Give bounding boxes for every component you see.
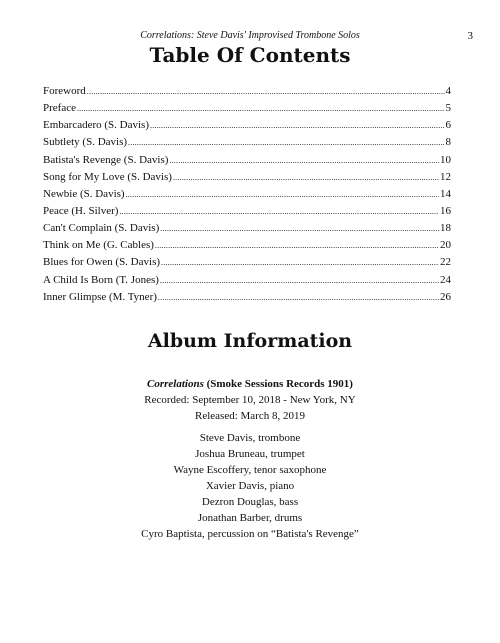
album-name: Correlations xyxy=(147,378,204,390)
page-number: 3 xyxy=(467,30,473,42)
toc-entry-title: Newbie (S. Davis) xyxy=(43,187,125,200)
toc-entry-title: A Child Is Born (T. Jones) xyxy=(43,273,159,286)
dot-leader xyxy=(160,276,439,285)
album-title-line xyxy=(0,376,500,392)
toc-entry-page: 10 xyxy=(440,153,451,166)
toc-entry-title: Embarcadero (S. Davis) xyxy=(43,119,149,132)
dot-leader xyxy=(169,156,439,165)
dot-leader xyxy=(128,138,444,147)
toc-entry-title: Preface xyxy=(43,102,76,115)
running-head: Correlations: Steve Davis' Improvised Trombone Solos xyxy=(140,30,360,41)
toc-entry[interactable] xyxy=(43,256,451,273)
toc-entry-title: Foreword xyxy=(43,85,86,97)
personnel-item: Joshua Bruneau, trumpet xyxy=(195,448,305,460)
toc-entry-page: 18 xyxy=(440,222,451,235)
toc-entry[interactable] xyxy=(43,154,451,171)
toc-entry-title: Subtlety (S. Davis) xyxy=(43,136,128,149)
toc-entry-page: 8 xyxy=(445,136,451,149)
toc-entry-page: 26 xyxy=(440,290,451,303)
toc-entry[interactable] xyxy=(43,205,451,222)
dot-leader xyxy=(150,121,445,130)
toc-list xyxy=(43,85,451,308)
toc-title: Table Of Contents xyxy=(149,43,351,67)
toc-entry[interactable] xyxy=(43,119,451,136)
dot-leader xyxy=(126,190,439,199)
released-line: Released: March 8, 2019 xyxy=(195,410,305,422)
recorded-line: Recorded: September 10, 2018 - New York, NY xyxy=(144,394,356,406)
toc-entry-title: Peace (H. Silver) xyxy=(43,204,119,217)
dot-leader xyxy=(119,207,439,216)
toc-entry-title: Blues for Owen (S. Davis) xyxy=(43,256,161,269)
toc-entry-title: Batista's Revenge (S. Davis) xyxy=(43,153,169,166)
dot-leader xyxy=(87,87,445,96)
toc-entry-page: 4 xyxy=(445,85,451,97)
toc-entry-page: 5 xyxy=(445,102,451,115)
toc-entry[interactable] xyxy=(43,85,451,102)
personnel-item: Dezron Douglas, bass xyxy=(201,496,299,508)
toc-entry[interactable] xyxy=(43,291,451,308)
toc-entry[interactable] xyxy=(43,188,451,205)
album-info-title: Album Information xyxy=(147,330,353,352)
personnel-item: Wayne Escoffery, tenor saxophone xyxy=(173,464,327,476)
dot-leader xyxy=(173,173,439,182)
toc-entry-title: Inner Glimpse (M. Tyner) xyxy=(43,290,157,303)
toc-entry[interactable] xyxy=(43,171,451,188)
album-info-block xyxy=(0,376,500,424)
dot-leader xyxy=(161,258,439,267)
dot-leader xyxy=(77,104,445,113)
toc-entry-page: 16 xyxy=(440,204,451,217)
dot-leader xyxy=(158,293,439,302)
album-label: (Smoke Sessions Records 1901) xyxy=(203,378,353,390)
dot-leader xyxy=(160,224,439,233)
toc-entry[interactable] xyxy=(43,102,451,119)
toc-entry-page: 22 xyxy=(440,256,451,269)
toc-entry-page: 24 xyxy=(440,273,451,286)
personnel-list xyxy=(0,430,500,542)
personnel-item: Jonathan Barber, drums xyxy=(197,512,303,524)
toc-entry-page: 20 xyxy=(440,239,451,252)
toc-entry[interactable] xyxy=(43,136,451,153)
personnel-item: Xavier Davis, piano xyxy=(205,480,295,492)
personnel-item: Cyro Baptista, percussion on “Batista's Revenge” xyxy=(141,528,359,540)
dot-leader xyxy=(155,241,439,250)
toc-entry-title: Can't Complain (S. Davis) xyxy=(43,222,160,235)
toc-entry-page: 6 xyxy=(445,119,451,132)
toc-entry-title: Song for My Love (S. Davis) xyxy=(43,170,172,183)
toc-entry[interactable] xyxy=(43,222,451,239)
toc-entry-page: 14 xyxy=(440,187,451,200)
toc-entry-page: 12 xyxy=(440,170,451,183)
toc-entry[interactable] xyxy=(43,274,451,291)
personnel-item: Steve Davis, trombone xyxy=(199,432,301,444)
toc-entry[interactable] xyxy=(43,239,451,256)
toc-entry-title: Think on Me (G. Cables) xyxy=(43,239,154,252)
